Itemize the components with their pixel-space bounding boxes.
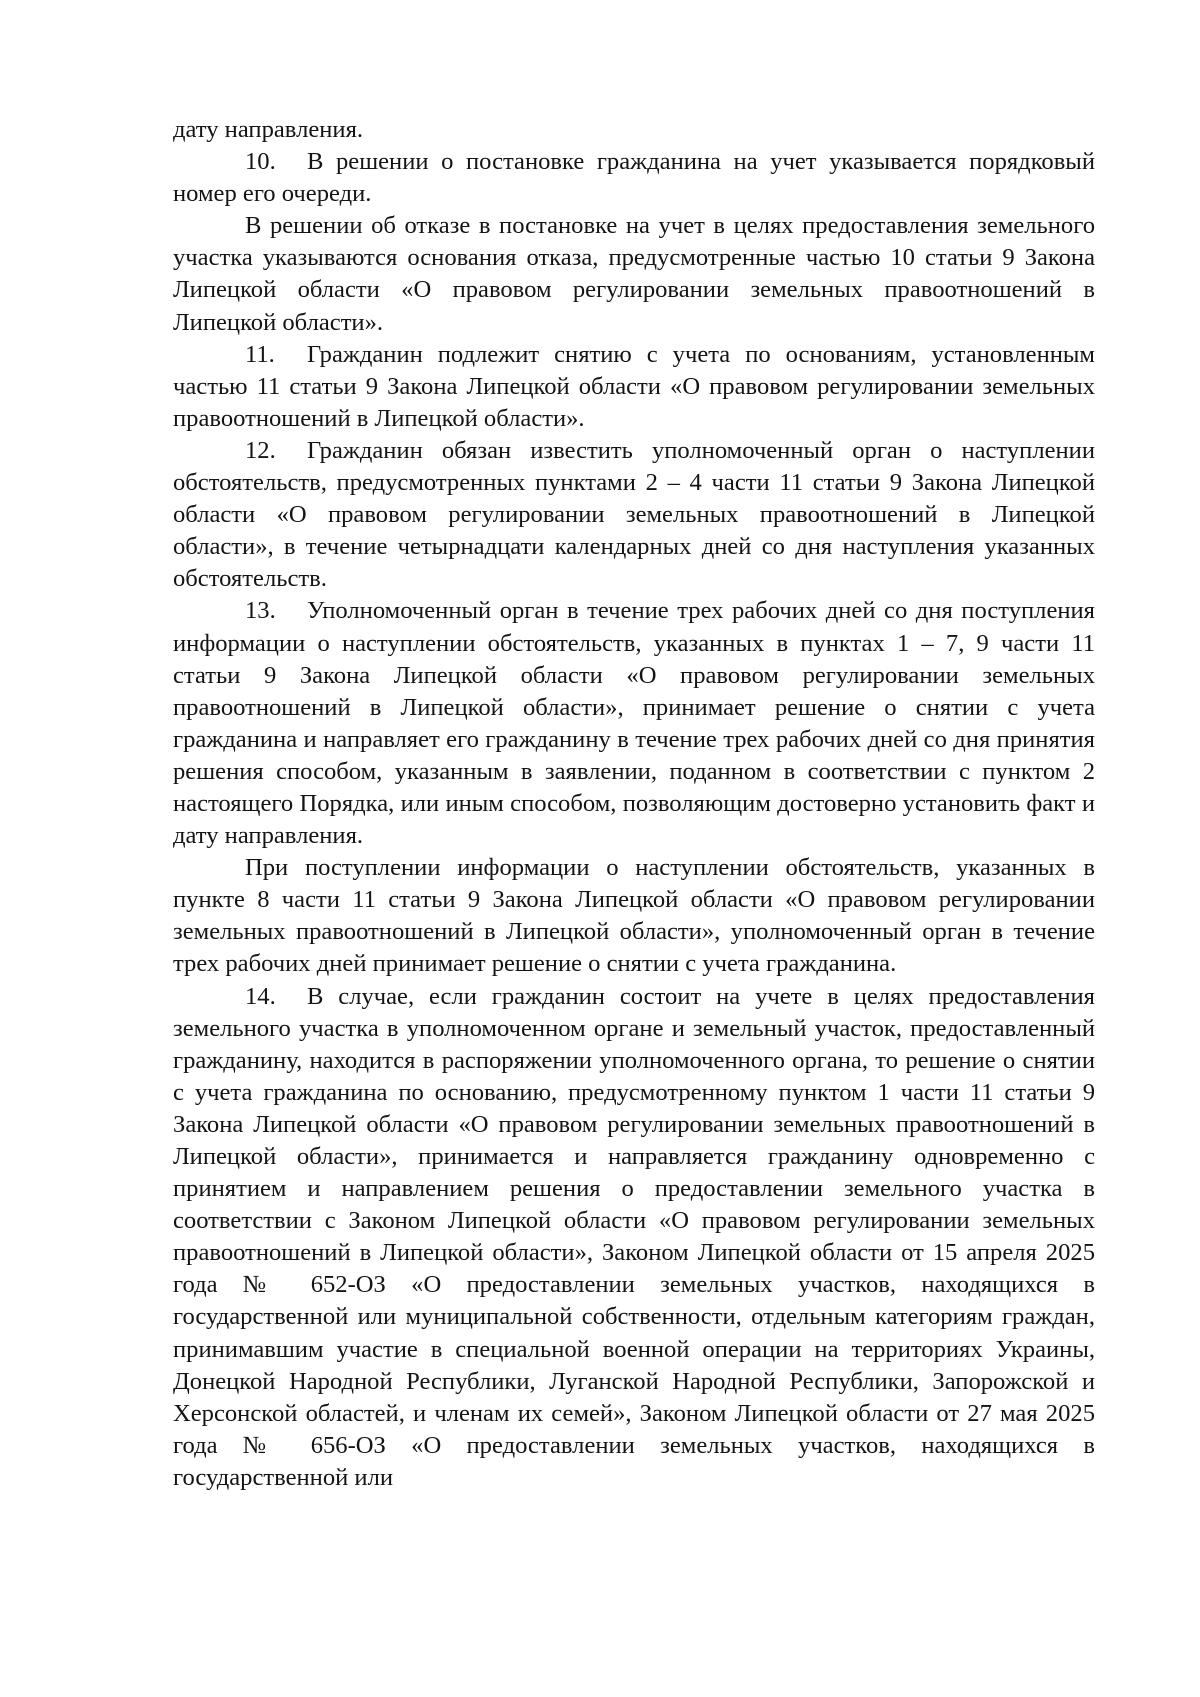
paragraph-number: 12. — [245, 436, 276, 464]
paragraph-10 — [173, 146, 1095, 210]
paragraph-13-second: При поступлении информации о наступлении обстоятельств, указанных в пункте 8 части 11 статьи 9 Закона Липецкой области «О правовом регулировании земельных правоотношений в Липецкой области», уполномоченный орган в течение трех рабочих дней принимает решение о снятии с учета гражданина. — [173, 854, 1095, 978]
paragraph-text: Уполномоченный орган в течение трех рабочих дней со дня поступления информации о наступлении обстоятельств, указанных в пунктах 1 – 7, 9 части 11 статьи 9 Закона Липецкой области «О правовом регулировании земельных правоотношений в Липецкой области», принимает решение о снятии с учета гражданина и направляет его гражданину в течение трех рабочих дней со дня принятия решения способом, указанным в заявлении, поданном в соответствии с пунктом 2 настоящего Порядка, или иным способом, позволяющим достоверно установить факт и дату направления. — [173, 597, 1095, 850]
paragraph-text: В случае, если гражданин состоит на учете в целях предоставления земельного участка в уполномоченном органе и земельный участок, предоставленный гражданину, находится в распоряжении уполномоченного органа, то решение о снятии с учета гражданина по основанию, предусмотренному пунктом 1 части 11 статьи 9 Закона Липецкой области «О правовом регулировании земельных правоотношений в Липецкой области», принимается и направляется гражданину одновременно с принятием и направлением решения о предоставлении земельного участка в соответствии с Законом Липецкой области «О правовом регулировании земельных правоотношений в Липецкой области», Законом Липецкой области от 15 апреля 2025 года № 652-ОЗ «О предоставлении земельных участков, находящихся в государственной или муниципальной собственности, отдельным категориям граждан, принимавшим участие в специальной военной операции на территориях Украины, Донецкой Народной Республики, Луганской Народной Республики, Запорожской и Херсонской областей, и членам их семей», Законом Липецкой области от 27 мая 2025 года № 656-ОЗ «О предоставлении земельных участков, находящихся в государственной или — [173, 982, 1095, 1491]
paragraph-14 — [173, 981, 1095, 1495]
paragraph-number: 11. — [245, 340, 275, 368]
paragraph-number: 13. — [245, 597, 276, 625]
paragraph-10-second: В решении об отказе в постановке на учет в целях предоставления земельного участка указываются основания отказа, предусмотренные частью 10 статьи 9 Закона Липецкой области «О правовом регулировании земельных правоотношений в Липецкой области». — [173, 212, 1095, 336]
paragraph-text: Гражданин подлежит снятию с учета по основаниям, установленным частью 11 статьи 9 Закона Липецкой области «О правовом регулировании земельных правоотношений в Липецкой области». — [173, 340, 1095, 432]
paragraph-text: Гражданин обязан известить уполномоченный орган о наступлении обстоятельств, предусмотренных пунктами 2 – 4 части 11 статьи 9 Закона Липецкой области «О правовом регулировании земельных правоотношений в Липецкой области», в течение четырнадцати календарных дней со дня наступления указанных обстоятельств. — [173, 436, 1095, 593]
paragraph-number: 10. — [245, 148, 276, 176]
paragraph-13 — [173, 595, 1095, 852]
paragraph-12 — [173, 435, 1095, 595]
paragraph-11 — [173, 339, 1095, 435]
paragraph-continuation: дату направления. — [173, 116, 364, 143]
paragraph-number: 14. — [245, 982, 276, 1010]
paragraph-text: В решении о постановке гражданина на учет указывается порядковый номер его очереди. — [173, 148, 1095, 208]
